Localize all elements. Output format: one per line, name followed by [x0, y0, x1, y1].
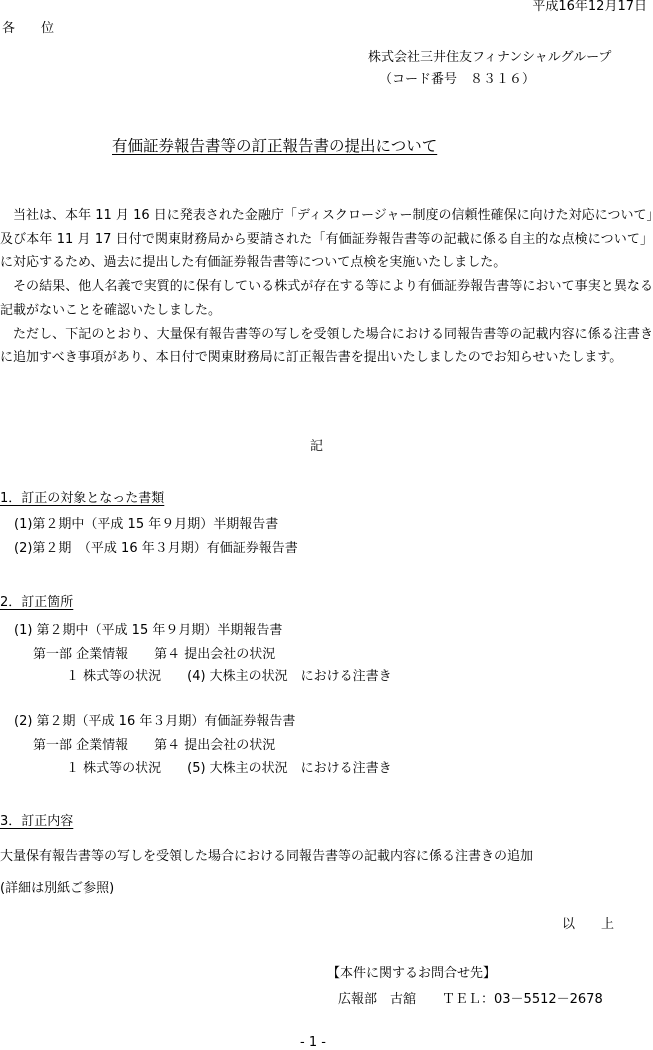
date: 平成16年12月17日: [532, 0, 647, 14]
section2-heading: 2．訂正箇所: [0, 595, 74, 610]
paragraph-3: ただし、下記のとおり、大量保有報告書等の写しを受領した場合における同報告書等の記載内容に係る注書きに追加すべき事項があり、本日付で関東財務局に訂正報告書を提出いたしましたのでお知らせいたします。: [0, 326, 653, 366]
section2-block-detail: １ 株式等の状況 (4) 大株主の状況 における注書き: [66, 669, 392, 684]
section2-block-title: (1) 第２期中（平成 15 年９月期）半期報告書: [14, 623, 283, 638]
paragraph-1: 当社は、本年 11 月 16 日に発表された金融庁「ディスクロージャー制度の信頼性確保に向けた対応について」及び本年 11 月 17 日付で関東財務局から要請された「有価証券報告書等の記載に係る自主的な点検について」に対応するため、過去に提出した有価証券報告書等について点検を実施いたしました。: [0, 208, 653, 271]
contact-label: 【本件に関するお問合せ先】: [327, 966, 497, 981]
contact-line: 広報部 古舘 ＴＥＬ：03－5512－2678: [338, 992, 603, 1007]
section2-block-detail: １ 株式等の状況 (5) 大株主の状況 における注書き: [66, 761, 392, 776]
ki-marker: 記: [310, 439, 324, 454]
section2-block-part: 第一部 企業情報 第４ 提出会社の状況: [33, 738, 276, 753]
addressee: 各 位: [2, 21, 55, 36]
section1-item: (1)第２期中（平成 15 年９月期）半期報告書: [14, 517, 279, 532]
section2-block-title: (2) 第２期（平成 16 年３月期）有価証券報告書: [14, 714, 296, 729]
section1-item: (2)第２期 （平成 16 年３月期）有価証券報告書: [14, 541, 298, 556]
page-number: - 1 -: [300, 1035, 326, 1050]
section3-heading: 3．訂正内容: [0, 814, 74, 829]
section2-block-part: 第一部 企業情報 第４ 提出会社の状況: [33, 647, 276, 662]
company-name: 株式会社三井住友フィナンシャルグループ: [368, 50, 612, 65]
section3-text: 大量保有報告書等の写しを受領した場合における同報告書等の記載内容に係る注書きの追加: [0, 849, 534, 864]
body-text: [0, 204, 653, 370]
section1-heading: 1．訂正の対象となった書類: [0, 491, 165, 506]
section3-note: (詳細は別紙ご参照): [0, 881, 115, 896]
stock-code: （コード番号 ８３１６）: [379, 72, 536, 87]
document-title: 有価証券報告書等の訂正報告書の提出について: [112, 137, 438, 155]
closing-mark: 以 上: [562, 917, 615, 932]
paragraph-2: その結果、他人名義で実質的に保有している株式が存在する等により有価証券報告書等において事実と異なる記載がないことを確認いたしました。: [0, 279, 653, 318]
